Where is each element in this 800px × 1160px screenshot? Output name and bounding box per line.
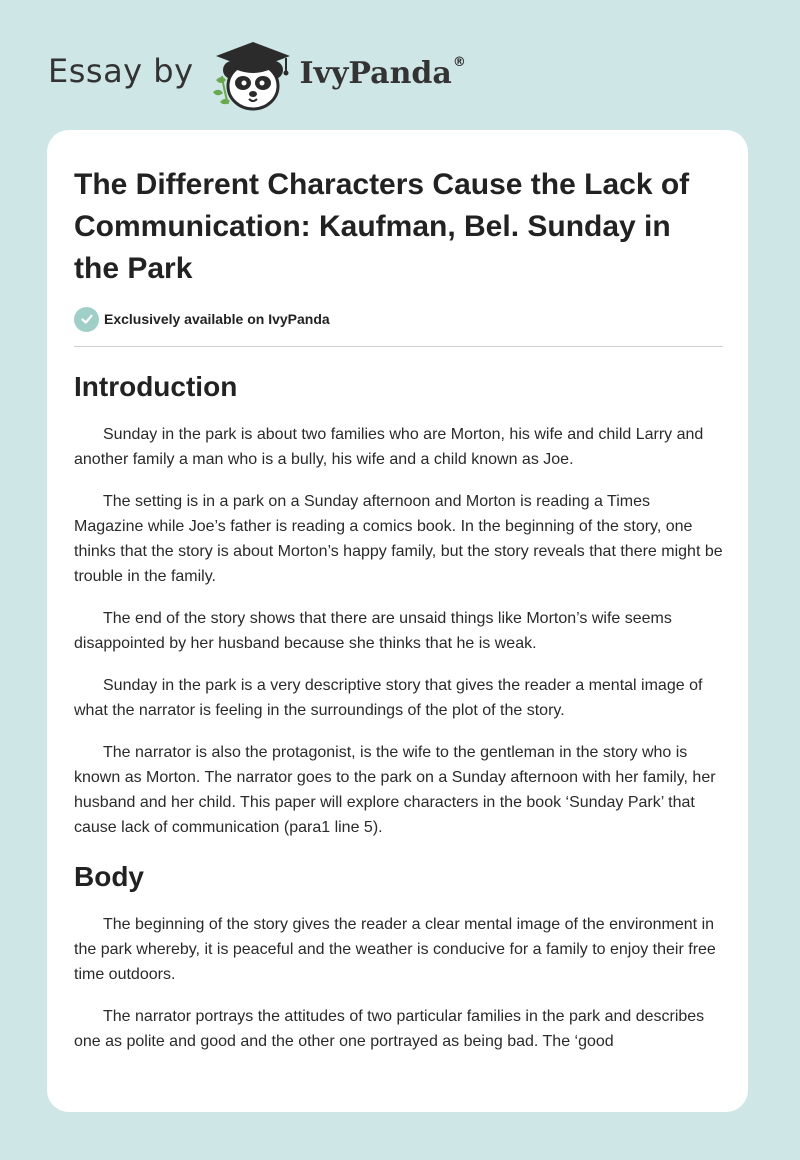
registered-mark: ® bbox=[452, 54, 466, 70]
title-divider bbox=[74, 346, 723, 347]
essay-content bbox=[74, 130, 723, 1054]
paragraph: Sunday in the park is about two families who are Morton, his wife and child Larry and another family a man who is a bully, his wife and a child known as Joe. bbox=[74, 426, 704, 468]
body-section bbox=[74, 912, 723, 1054]
paragraph: The narrator is also the protagonist, is the wife to the gentleman in the story who is known as Morton. The narrator goes to the park on a Sunday afternoon with her family, her husband and her child. This paper will explore characters in the book ‘Sunday Park’ that cause lack of communication (para1 line 5). bbox=[74, 744, 716, 836]
essay-card bbox=[47, 130, 748, 1112]
check-circle-icon bbox=[74, 307, 99, 332]
paragraph: The narrator portrays the attitudes of two particular families in the park and describes one as polite and good and the other one portrayed as being bad. The ‘good bbox=[74, 1008, 705, 1050]
graduation-panda-logo-icon[interactable] bbox=[208, 36, 298, 112]
introduction-section bbox=[74, 422, 723, 840]
paragraph: The beginning of the story gives the reader a clear mental image of the environment in the park whereby, it is peaceful and the weather is conducive for a family to enjoy their free time outdoors. bbox=[74, 916, 716, 983]
exclusive-label: Exclusively available on IvyPanda bbox=[104, 311, 330, 327]
section-heading-body: Body bbox=[74, 861, 144, 892]
brand-name-text: IvyPanda bbox=[299, 55, 452, 91]
essay-title: The Different Characters Cause the Lack of Communication: Kaufman, Bel. Sunday in the Park bbox=[74, 168, 690, 285]
section-heading-introduction: Introduction bbox=[74, 371, 238, 402]
brand-name[interactable] bbox=[300, 56, 466, 91]
exclusive-badge bbox=[74, 306, 723, 332]
paragraph: The setting is in a park on a Sunday afternoon and Morton is reading a Times Magazine while Joe’s father is reading a comics book. In the beginning of the story, one thinks that the story is about Morton’s happy family, but the story reveals that there might be trouble in the family. bbox=[74, 493, 723, 585]
brand-prefix: Essay by bbox=[48, 52, 194, 90]
paragraph: The end of the story shows that there are unsaid things like Morton’s wife seems disappointed by her husband because she thinks that he is weak. bbox=[74, 610, 672, 652]
brand-header bbox=[48, 34, 466, 114]
paragraph: Sunday in the park is a very descriptive story that gives the reader a mental image of what the narrator is feeling in the surroundings of the plot of the story. bbox=[74, 677, 703, 719]
